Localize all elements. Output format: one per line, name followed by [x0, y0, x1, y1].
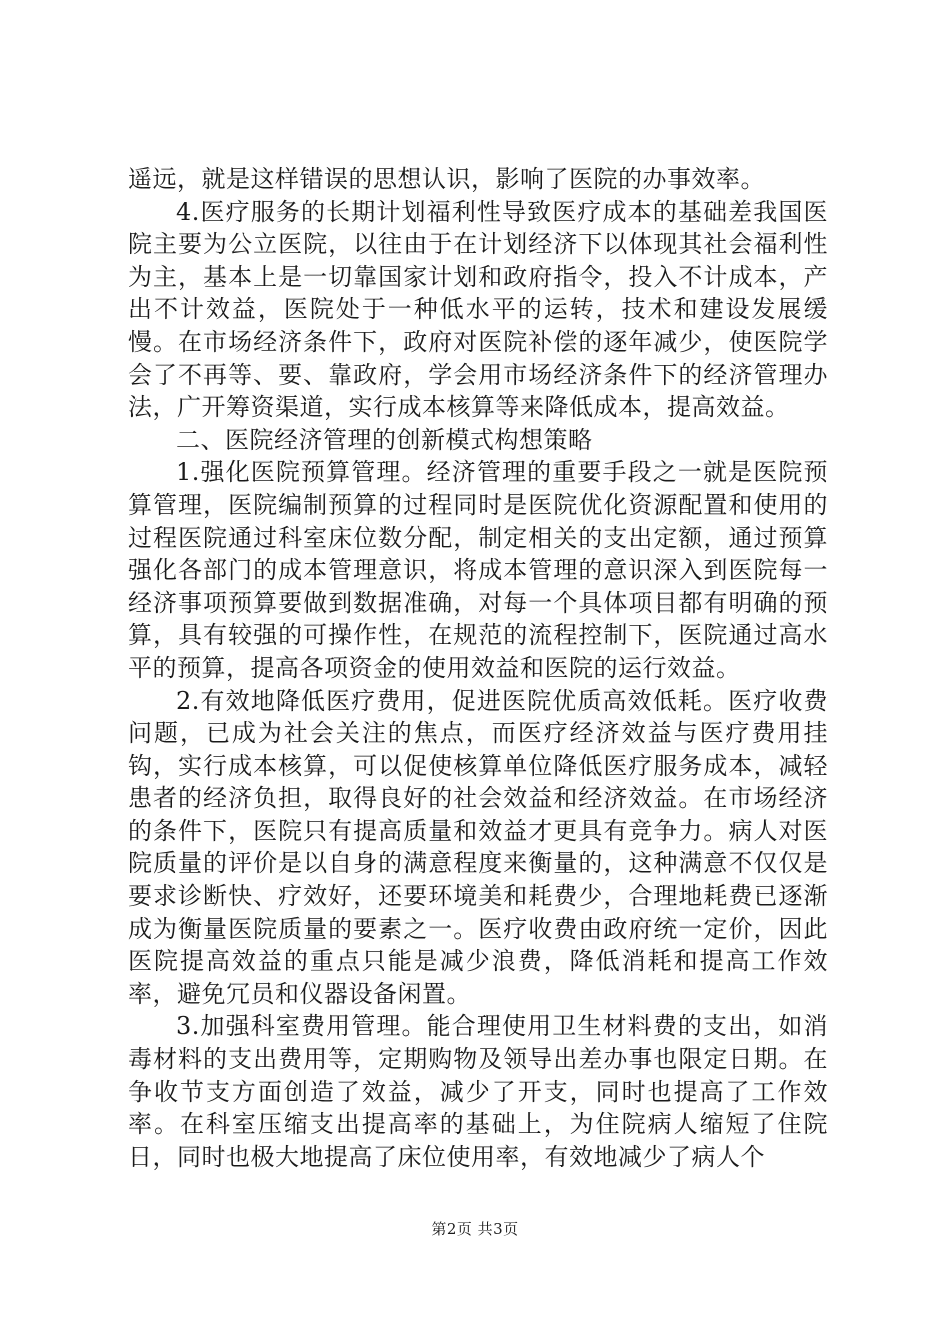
paragraph-department-expenses: 3.加强科室费用管理。能合理使用卫生材料费的支出，如消毒材料的支出费用等，定期购物及领导出差办事也限定日期。在争收节支方面创造了效益，减少了开支，同时也提高了工作效率。在科室压缩支出提高率的基础上，为住院病人缩短了住院日，同时也极大地提高了床位使用率，有效地减少了病人个	[128, 1012, 828, 1171]
paragraph-reduce-costs: 2.有效地降低医疗费用，促进医院优质高效低耗。医疗收费问题，已成为社会关注的焦点，而医疗经济效益与医疗费用挂钩，实行成本核算，可以促使核算单位降低医疗服务成本，减轻患者的经济负担，取得良好的社会效益和经济效益。在市场经济的条件下，医院只有提高质量和效益才更具有竞争力。病人对医院质量的评价是以自身的满意程度来衡量的，这种满意不仅仅是要求诊断快、疗效好，还要环境美和耗费少，合理地耗费已逐渐成为衡量医院质量的要素之一。医疗收费由政府统一定价，因此医院提高效益的重点只能是减少浪费，降低消耗和提高工作效率，避免冗员和仪器设备闲置。	[128, 686, 828, 1008]
paragraph-continuation: 遥远，就是这样错误的思想认识，影响了医院的办事效率。	[128, 165, 765, 193]
document-body	[128, 163, 828, 1173]
paragraph-medical-welfare: 4.医疗服务的长期计划福利性导致医疗成本的基础差我国医院主要为公立医院，以往由于在计划经济下以体现其社会福利性为主，基本上是一切靠国家计划和政府指令，投入不计成本，产出不计效益，医院处于一种低水平的运转，技术和建设发展缓慢。在市场经济条件下，政府对医院补偿的逐年减少，使医院学会了不再等、要、靠政府，学会用市场经济条件下的经济管理办法，广开筹资渠道，实行成本核算等来降低成本，提高效益。	[128, 197, 828, 422]
paragraph-budget-management: 1.强化医院预算管理。经济管理的重要手段之一就是医院预算管理，医院编制预算的过程同时是医院优化资源配置和使用的过程医院通过科室床位数分配，制定相关的支出定额，通过预算强化各部门的成本管理意识，将成本管理的意识深入到医院每一经济事项预算要做到数据准确，对每一个具体项目都有明确的预算，具有较强的可操作性，在规范的流程控制下，医院通过高水平的预算，提高各项资金的使用效益和医院的运行效益。	[128, 458, 828, 682]
page-number-footer: 第2页 共3页	[431, 1220, 519, 1238]
section-heading-innovation-strategy: 二、医院经济管理的创新模式构想策略	[176, 425, 593, 454]
